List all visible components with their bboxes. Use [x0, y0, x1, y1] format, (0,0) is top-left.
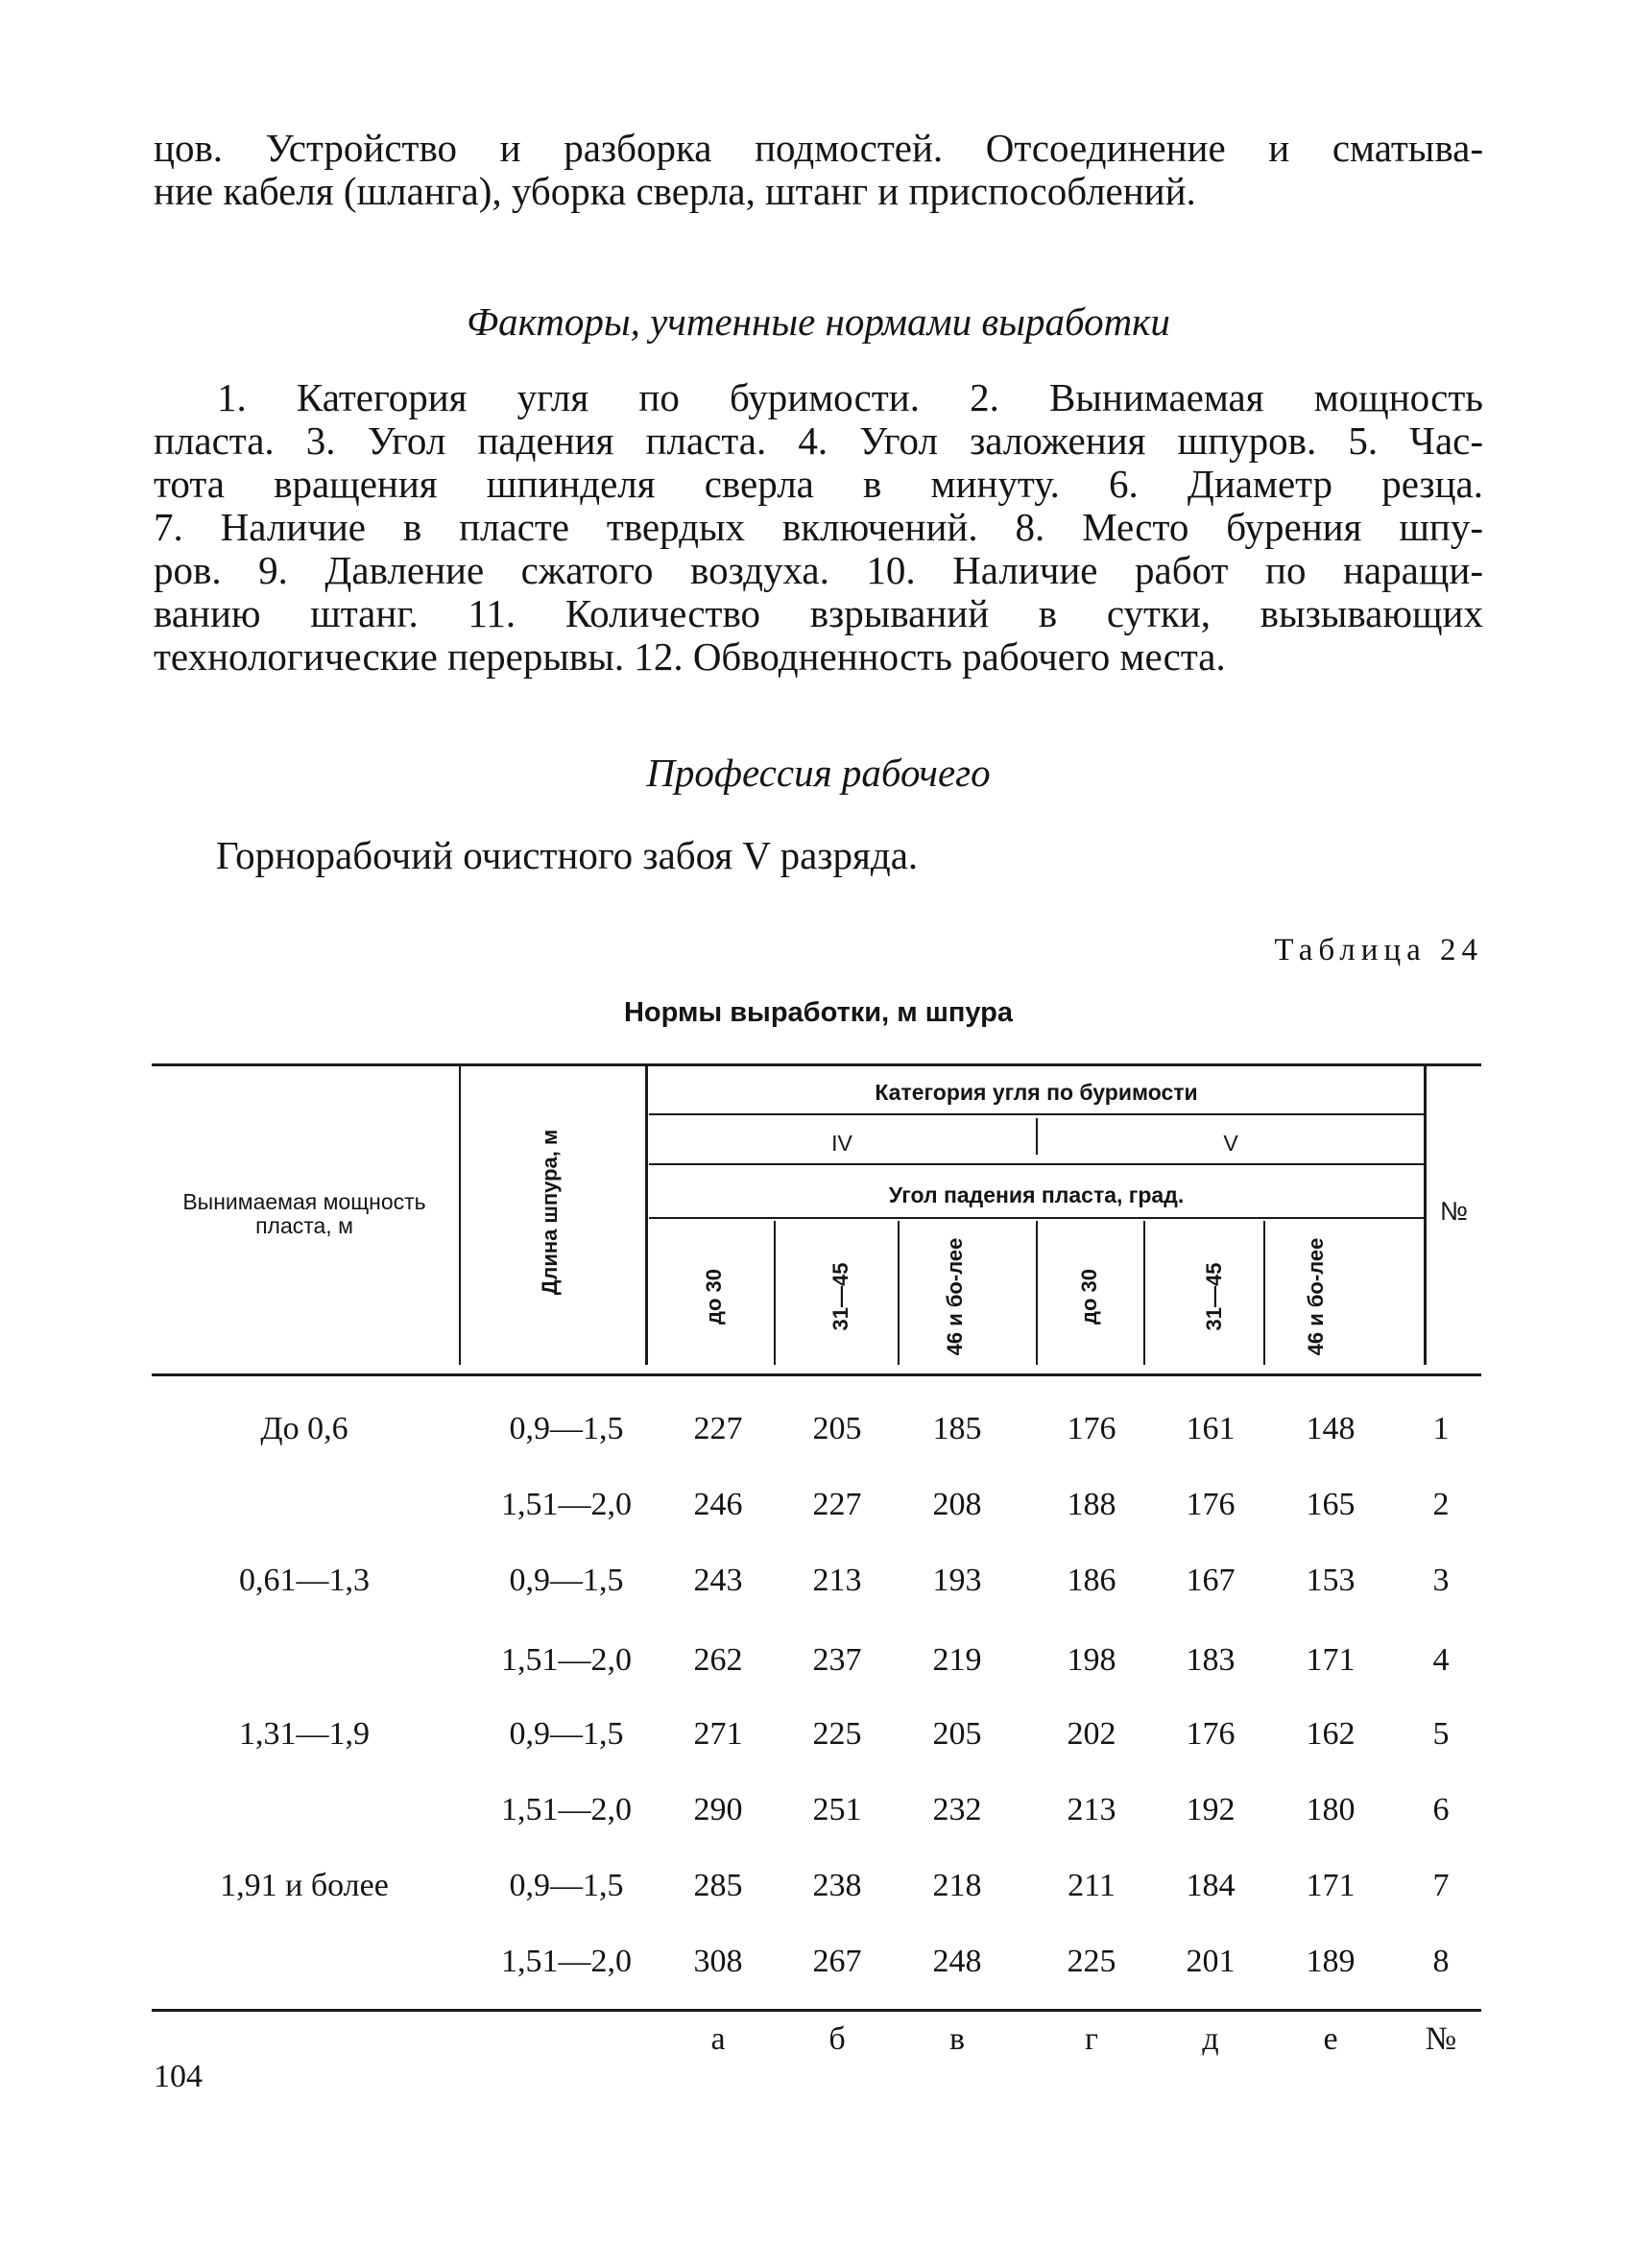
table-bottom-rule — [152, 2009, 1481, 2012]
column-letter: а — [710, 2021, 726, 2057]
value-cell: 232 — [932, 1792, 982, 1827]
value-cell: 186 — [1067, 1563, 1116, 1598]
value-cell: 243 — [693, 1563, 743, 1598]
thickness-cell: 1,31—1,9 — [239, 1716, 370, 1752]
num-footer: № — [1425, 2021, 1457, 2057]
factors-line: ванию штанг. 11. Количество взрываний в сутки, вызывающих — [154, 591, 1483, 635]
row-number: 8 — [1432, 1944, 1450, 1979]
angle-divider — [1036, 1221, 1038, 1365]
column-letter: г — [1085, 2021, 1098, 2057]
value-cell: 198 — [1067, 1642, 1116, 1678]
table-top-rule — [152, 1063, 1481, 1066]
value-cell: 153 — [1306, 1563, 1356, 1598]
factors-line: ров. 9. Давление сжатого воздуха. 10. Наличие работ по наращи- — [154, 548, 1483, 592]
value-cell: 308 — [693, 1944, 743, 1979]
profession-heading: Профессия рабочего — [646, 751, 991, 795]
row-number: 5 — [1432, 1716, 1450, 1752]
value-cell: 251 — [812, 1792, 862, 1827]
angle-label: 46 и бо-лее — [943, 1237, 967, 1356]
value-cell: 171 — [1306, 1868, 1356, 1903]
column-letter: е — [1323, 2021, 1338, 2057]
length-cell: 0,9—1,5 — [509, 1868, 624, 1903]
value-cell: 225 — [1067, 1944, 1116, 1979]
angle-label: до 30 — [1077, 1269, 1101, 1325]
value-cell: 227 — [693, 1411, 743, 1446]
num-header: № — [1440, 1197, 1468, 1226]
angle-divider — [1143, 1221, 1145, 1365]
thickness-column-header: Вынимаемая мощность пласта, м — [182, 1189, 426, 1238]
factors-line: 7. Наличие в пласте твердых включений. 8. Место бурения шпу- — [154, 505, 1483, 549]
value-cell: 248 — [932, 1944, 982, 1979]
length-column-header: Длина шпура, м — [538, 1129, 562, 1296]
profession-text: Горнорабочий очистного забоя V разряда. — [216, 833, 919, 877]
thickness-cell: 0,61—1,3 — [239, 1563, 370, 1598]
value-cell: 171 — [1306, 1642, 1356, 1678]
value-cell: 218 — [932, 1868, 982, 1903]
value-cell: 165 — [1306, 1487, 1356, 1522]
intro-line: цов. Устройство и разборка подмостей. Отсоединение и сматыва- — [154, 126, 1483, 170]
factors-line: пласта. 3. Угол падения пласта. 4. Угол заложения шпуров. 5. Час- — [154, 418, 1483, 463]
length-cell: 1,51—2,0 — [501, 1642, 632, 1678]
row-number: 2 — [1432, 1487, 1450, 1522]
category-sub-rule — [649, 1163, 1424, 1165]
thickness-cell: До 0,6 — [260, 1411, 348, 1446]
value-cell: 161 — [1186, 1411, 1236, 1446]
length-cell: 1,51—2,0 — [501, 1944, 632, 1979]
value-cell: 227 — [812, 1487, 862, 1522]
factors-line: технологические перерывы. 12. Обводненность рабочего места. — [154, 634, 1226, 679]
length-cell: 1,51—2,0 — [501, 1487, 632, 1522]
value-cell: 213 — [812, 1563, 862, 1598]
value-cell: 285 — [693, 1868, 743, 1903]
header-divider — [645, 1065, 648, 1365]
row-number: 6 — [1432, 1792, 1450, 1827]
value-cell: 246 — [693, 1487, 743, 1522]
column-letter: в — [948, 2021, 966, 2057]
factors-line: 1. Категория угля по буримости. 2. Вынимаемая мощность — [217, 375, 1483, 419]
row-number: 7 — [1432, 1868, 1450, 1903]
intro-paragraph — [154, 127, 1483, 213]
value-cell: 205 — [812, 1411, 862, 1446]
angle-divider — [774, 1221, 776, 1365]
value-cell: 189 — [1306, 1944, 1356, 1979]
value-cell: 225 — [812, 1716, 862, 1752]
value-cell: 238 — [812, 1868, 862, 1903]
page-number: 104 — [154, 2059, 203, 2094]
value-cell: 237 — [812, 1642, 862, 1678]
length-cell: 1,51—2,0 — [501, 1792, 632, 1827]
angle-rule — [649, 1217, 1424, 1219]
angle-divider — [898, 1221, 900, 1365]
factors-heading: Факторы, учтенные нормами выработки — [467, 299, 1170, 344]
value-cell: 213 — [1067, 1792, 1116, 1827]
factors-paragraph — [154, 376, 1483, 679]
angle-label: до 30 — [702, 1269, 726, 1325]
intro-line: ние кабеля (шланга), уборка сверла, штанг и приспособлений. — [154, 169, 1196, 213]
category-v: V — [1223, 1131, 1238, 1156]
value-cell: 193 — [932, 1563, 982, 1598]
value-cell: 192 — [1186, 1792, 1236, 1827]
value-cell: 205 — [932, 1716, 982, 1752]
value-cell: 201 — [1186, 1944, 1236, 1979]
value-cell: 262 — [693, 1642, 743, 1678]
angle-label: 31—45 — [828, 1262, 852, 1331]
value-cell: 202 — [1067, 1716, 1116, 1752]
category-header: Категория угля по буримости — [875, 1080, 1198, 1105]
value-cell: 211 — [1068, 1868, 1116, 1903]
category-rule — [649, 1113, 1424, 1115]
length-cell: 0,9—1,5 — [509, 1563, 624, 1598]
value-cell: 267 — [812, 1944, 862, 1979]
length-cell: 0,9—1,5 — [509, 1411, 624, 1446]
column-letter: б — [828, 2021, 846, 2057]
angle-label: 46 и бо-лее — [1304, 1237, 1328, 1356]
header-bottom-rule — [152, 1373, 1481, 1376]
length-cell: 0,9—1,5 — [509, 1716, 624, 1752]
table-label: Таблица 24 — [1274, 933, 1483, 967]
value-cell: 184 — [1186, 1868, 1236, 1903]
column-letter: д — [1202, 2021, 1219, 2057]
table-title: Нормы выработки, м шпура — [623, 997, 1014, 1028]
value-cell: 176 — [1186, 1716, 1236, 1752]
row-number: 1 — [1432, 1411, 1450, 1446]
thickness-cell: 1,91 и более — [220, 1868, 389, 1903]
category-iv: IV — [831, 1131, 852, 1156]
value-cell: 167 — [1186, 1563, 1236, 1598]
angle-header: Угол падения пласта, град. — [888, 1182, 1185, 1207]
angle-label: 31—45 — [1202, 1262, 1226, 1331]
value-cell: 290 — [693, 1792, 743, 1827]
row-number: 4 — [1432, 1642, 1450, 1678]
value-cell: 148 — [1306, 1411, 1356, 1446]
value-cell: 188 — [1067, 1487, 1116, 1522]
header-divider — [459, 1065, 461, 1365]
value-cell: 176 — [1067, 1411, 1116, 1446]
row-number: 3 — [1432, 1563, 1450, 1598]
value-cell: 271 — [693, 1716, 743, 1752]
value-cell: 185 — [932, 1411, 982, 1446]
value-cell: 180 — [1306, 1792, 1356, 1827]
value-cell: 176 — [1186, 1487, 1236, 1522]
value-cell: 183 — [1186, 1642, 1236, 1678]
value-cell: 162 — [1306, 1716, 1356, 1752]
factors-line: тота вращения шпинделя сверла в минуту. 6. Диаметр резца. — [154, 462, 1483, 506]
value-cell: 219 — [932, 1642, 982, 1678]
value-cell: 208 — [932, 1487, 982, 1522]
angle-divider — [1263, 1221, 1265, 1365]
